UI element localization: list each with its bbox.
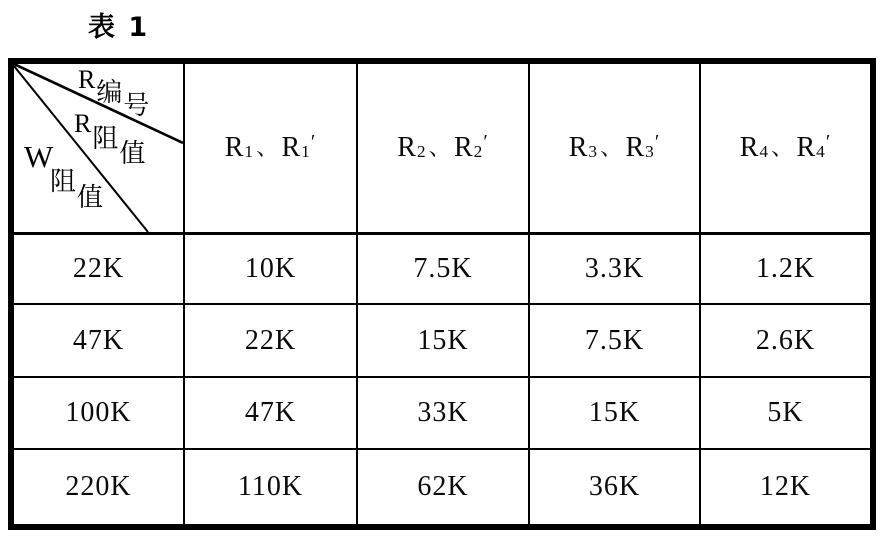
column-header-r1: R $_1$ 、 R $_1$ ′ xyxy=(185,64,358,235)
value-cell: 36K xyxy=(530,450,701,524)
corner-header-cell xyxy=(14,64,185,235)
corner-label-r-resistance: R阻值 xyxy=(74,109,147,168)
value-cell: 10K xyxy=(185,235,358,305)
column-header-r3: R $_3$ 、 R $_3$ ′ xyxy=(530,64,701,235)
row-header-cell: 47K xyxy=(14,305,185,378)
table-title: 表 1 xyxy=(88,12,150,43)
column-header-r4: R $_4$ 、 R $_4$ ′ xyxy=(701,64,870,235)
value-cell: 33K xyxy=(358,378,530,450)
value-cell: 12K xyxy=(759,471,812,502)
value-cell: 5K xyxy=(701,378,870,450)
resistance-table xyxy=(8,58,876,530)
value-cell: 1.2K xyxy=(701,235,870,305)
value-cell: 15K xyxy=(530,378,701,450)
row-header-cell: 100K xyxy=(14,378,185,450)
value-cell: 47K xyxy=(185,378,358,450)
value-cell: 2.6K xyxy=(701,305,870,378)
row-header-cell: 22K xyxy=(14,235,185,305)
value-cell: 22K xyxy=(185,305,358,378)
corner-label-w: W xyxy=(24,139,55,174)
value-cell: 62K xyxy=(358,450,530,524)
value-cell: 110K xyxy=(185,450,358,524)
corner-label-r-number: R编号 xyxy=(78,65,151,120)
value-cell: 15K xyxy=(358,305,530,378)
value-cell: 7.5K xyxy=(530,305,701,378)
column-header-r2: R $_2$ 、 R $_2$ ′ xyxy=(358,64,530,235)
value-cell: 7.5K xyxy=(358,235,530,305)
value-cell: 3.3K xyxy=(530,235,701,305)
corner-label-w-resistance: 阻值 xyxy=(50,167,105,212)
row-header-cell: 220K xyxy=(14,450,185,524)
